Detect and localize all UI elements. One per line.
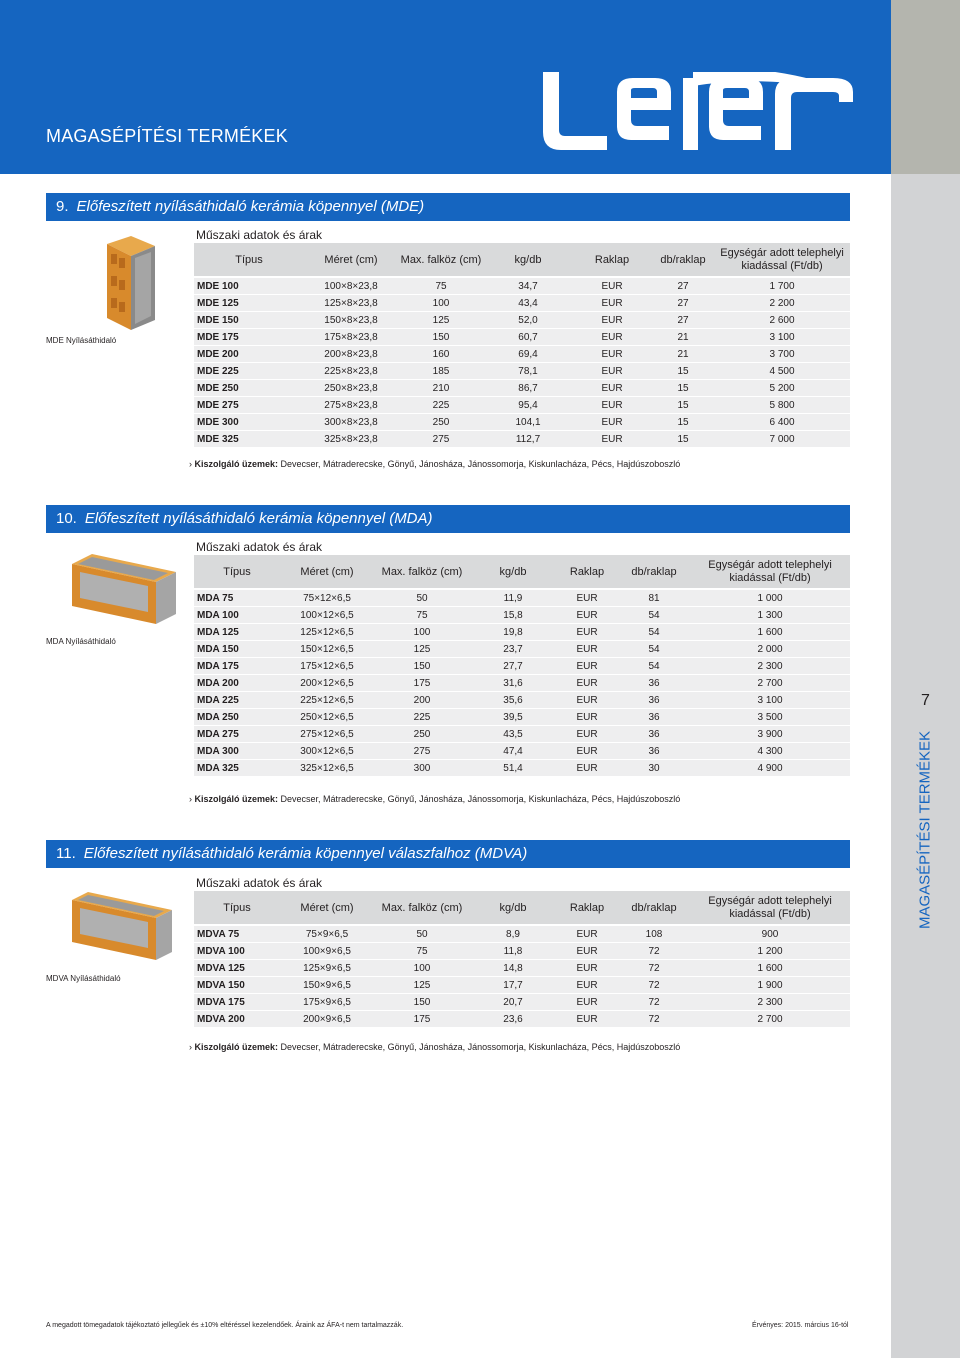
table-row: [194, 641, 850, 658]
col-falkoz: Max. falköz (cm): [374, 891, 470, 925]
table-header-row: [194, 891, 850, 925]
cell-meret: 250×12×6,5: [280, 709, 374, 726]
cell-falkoz: 75: [374, 943, 470, 960]
cell-meret: 100×8×23,8: [304, 277, 398, 295]
cell-meret: 125×12×6,5: [280, 624, 374, 641]
cell-kgdb: 19,8: [470, 624, 556, 641]
cell-dbraklap: 108: [618, 925, 690, 943]
cell-kgdb: 34,7: [484, 277, 572, 295]
mda-lintel-image: [52, 552, 180, 632]
cell-falkoz: 125: [374, 977, 470, 994]
cell-kgdb: 78,1: [484, 363, 572, 380]
cell-meret: 275×12×6,5: [280, 726, 374, 743]
section-heading-mdva: [46, 840, 850, 868]
cell-tipus: MDE 100: [194, 277, 304, 295]
cell-falkoz: 150: [374, 658, 470, 675]
cell-raklap: EUR: [556, 607, 618, 624]
cell-tipus: MDVA 75: [194, 925, 280, 943]
cell-tipus: MDA 250: [194, 709, 280, 726]
cell-meret: 225×12×6,5: [280, 692, 374, 709]
note-text: Devecser, Mátraderecske, Gönyű, Jánosháza, Jánossomorja, Kiskunlacháza, Pécs, Hajdúszoboszló: [278, 1042, 681, 1052]
page-header: [0, 0, 891, 174]
table-row: [194, 397, 850, 414]
cell-raklap: EUR: [556, 726, 618, 743]
cell-dbraklap: 36: [618, 726, 690, 743]
cell-dbraklap: 54: [618, 624, 690, 641]
cell-tipus: MDA 200: [194, 675, 280, 692]
cell-kgdb: 23,7: [470, 641, 556, 658]
cell-falkoz: 250: [374, 726, 470, 743]
cell-meret: 200×8×23,8: [304, 346, 398, 363]
cell-meret: 175×9×6,5: [280, 994, 374, 1011]
cell-raklap: EUR: [572, 363, 652, 380]
col-kgdb: kg/db: [484, 243, 572, 277]
table-row: [194, 960, 850, 977]
cell-falkoz: 275: [398, 431, 484, 448]
cell-tipus: MDE 175: [194, 329, 304, 346]
table-row: [194, 760, 850, 777]
cell-kgdb: 43,5: [470, 726, 556, 743]
mda-note: › Kiszolgáló üzemek: Devecser, Mátraderecske, Gönyű, Jánosháza, Jánossomorja, Kiskunlacháza, Pécs, Hajdúszoboszló: [189, 794, 681, 804]
cell-kgdb: 27,7: [470, 658, 556, 675]
cell-dbraklap: 21: [652, 346, 714, 363]
col-egysegar: Egységár adott telephelyi kiadással (Ft/db): [690, 555, 850, 589]
cell-egysegar: 2 300: [690, 994, 850, 1011]
cell-egysegar: 5 800: [714, 397, 850, 414]
col-tipus: Típus: [194, 891, 280, 925]
section-title: Előfeszített nyílásáthidaló kerámia köpennyel válaszfalhoz (MDVA): [83, 845, 528, 862]
section-heading-mda: [46, 505, 850, 533]
cell-tipus: MDVA 125: [194, 960, 280, 977]
cell-tipus: MDE 125: [194, 295, 304, 312]
col-raklap: Raklap: [572, 243, 652, 277]
cell-raklap: EUR: [572, 431, 652, 448]
table-row: [194, 1011, 850, 1028]
header-title: MAGASÉPÍTÉSI TERMÉKEK: [46, 126, 288, 146]
page-number: 7: [921, 692, 930, 709]
cell-kgdb: 14,8: [470, 960, 556, 977]
cell-meret: 100×9×6,5: [280, 943, 374, 960]
cell-falkoz: 100: [374, 624, 470, 641]
table-row: [194, 994, 850, 1011]
mda-table: [194, 555, 850, 777]
cell-egysegar: 2 000: [690, 641, 850, 658]
mda-caption: MDA Nyílásáthidaló: [46, 637, 116, 646]
side-strip-top: [891, 0, 960, 174]
section-number: 10.: [56, 510, 77, 527]
cell-falkoz: 185: [398, 363, 484, 380]
cell-kgdb: 43,4: [484, 295, 572, 312]
cell-raklap: EUR: [556, 960, 618, 977]
cell-egysegar: 900: [690, 925, 850, 943]
cell-meret: 100×12×6,5: [280, 607, 374, 624]
cell-kgdb: 95,4: [484, 397, 572, 414]
cell-tipus: MDA 100: [194, 607, 280, 624]
cell-falkoz: 225: [398, 397, 484, 414]
cell-tipus: MDA 275: [194, 726, 280, 743]
side-label: MAGASÉPÍTÉSI TERMÉKEK: [916, 730, 934, 930]
cell-egysegar: 1 600: [690, 960, 850, 977]
cell-dbraklap: 72: [618, 960, 690, 977]
table-row: [194, 414, 850, 431]
cell-meret: 175×8×23,8: [304, 329, 398, 346]
cell-falkoz: 275: [374, 743, 470, 760]
mdva-caption: MDVA Nyílásáthidaló: [46, 974, 121, 983]
cell-dbraklap: 36: [618, 675, 690, 692]
cell-egysegar: 3 500: [690, 709, 850, 726]
cell-egysegar: 5 200: [714, 380, 850, 397]
cell-egysegar: 3 100: [690, 692, 850, 709]
cell-tipus: MDE 225: [194, 363, 304, 380]
table-row: [194, 363, 850, 380]
table-row: [194, 295, 850, 312]
mdva-table: [194, 891, 850, 1028]
cell-meret: 300×8×23,8: [304, 414, 398, 431]
table-row: [194, 329, 850, 346]
cell-egysegar: 2 200: [714, 295, 850, 312]
cell-kgdb: 86,7: [484, 380, 572, 397]
cell-dbraklap: 36: [618, 709, 690, 726]
cell-egysegar: 1 300: [690, 607, 850, 624]
cell-kgdb: 52,0: [484, 312, 572, 329]
mdva-note: › Kiszolgáló üzemek: Devecser, Mátraderecske, Gönyű, Jánosháza, Jánossomorja, Kiskunlacháza, Pécs, Hajdúszoboszló: [189, 1042, 681, 1052]
cell-dbraklap: 27: [652, 295, 714, 312]
cell-dbraklap: 15: [652, 431, 714, 448]
cell-raklap: EUR: [556, 760, 618, 777]
cell-falkoz: 100: [398, 295, 484, 312]
cell-falkoz: 100: [374, 960, 470, 977]
cell-egysegar: 4 300: [690, 743, 850, 760]
cell-dbraklap: 15: [652, 363, 714, 380]
section-title: Előfeszített nyílásáthidaló kerámia köpennyel (MDE): [76, 198, 425, 215]
cell-kgdb: 104,1: [484, 414, 572, 431]
table-row: [194, 380, 850, 397]
col-dbraklap: db/raklap: [618, 891, 690, 925]
col-meret: Méret (cm): [304, 243, 398, 277]
cell-raklap: EUR: [556, 925, 618, 943]
cell-kgdb: 39,5: [470, 709, 556, 726]
mda-table-body: [194, 589, 850, 777]
cell-raklap: EUR: [556, 994, 618, 1011]
table-header-row: [194, 555, 850, 589]
cell-meret: 250×8×23,8: [304, 380, 398, 397]
cell-dbraklap: 27: [652, 312, 714, 329]
cell-falkoz: 175: [374, 675, 470, 692]
cell-kgdb: 11,9: [470, 589, 556, 607]
cell-egysegar: 3 900: [690, 726, 850, 743]
cell-meret: 150×9×6,5: [280, 977, 374, 994]
table-row: [194, 607, 850, 624]
cell-falkoz: 150: [374, 994, 470, 1011]
cell-egysegar: 6 400: [714, 414, 850, 431]
cell-dbraklap: 30: [618, 760, 690, 777]
cell-dbraklap: 72: [618, 943, 690, 960]
cell-raklap: EUR: [556, 977, 618, 994]
cell-raklap: EUR: [572, 397, 652, 414]
note-label: Kiszolgáló üzemek:: [194, 1042, 279, 1052]
cell-tipus: MDA 300: [194, 743, 280, 760]
cell-raklap: EUR: [556, 692, 618, 709]
cell-dbraklap: 36: [618, 743, 690, 760]
cell-meret: 200×9×6,5: [280, 1011, 374, 1028]
cell-kgdb: 47,4: [470, 743, 556, 760]
table-row: [194, 743, 850, 760]
mde-caption: MDE Nyílásáthidaló: [46, 336, 117, 345]
cell-meret: 225×8×23,8: [304, 363, 398, 380]
cell-egysegar: 1 600: [690, 624, 850, 641]
cell-egysegar: 2 700: [690, 1011, 850, 1028]
cell-falkoz: 150: [398, 329, 484, 346]
cell-dbraklap: 15: [652, 414, 714, 431]
leier-logo: [543, 72, 853, 150]
cell-raklap: EUR: [556, 624, 618, 641]
cell-falkoz: 125: [398, 312, 484, 329]
col-egysegar: Egységár adott telephelyi kiadással (Ft/db): [714, 243, 850, 277]
cell-dbraklap: 54: [618, 607, 690, 624]
cell-dbraklap: 81: [618, 589, 690, 607]
col-kgdb: kg/db: [470, 891, 556, 925]
cell-egysegar: 1 000: [690, 589, 850, 607]
cell-meret: 75×12×6,5: [280, 589, 374, 607]
mde-note: › Kiszolgáló üzemek: Devecser, Mátraderecske, Gönyű, Jánosháza, Jánossomorja, Kiskunlacháza, Pécs, Hajdúszoboszló: [189, 459, 681, 469]
footer-validity: Érvényes: 2015. március 16-tól: [752, 1322, 849, 1329]
cell-dbraklap: 54: [618, 658, 690, 675]
mde-table-body: [194, 277, 850, 448]
side-strip: [891, 0, 960, 1358]
col-tipus: Típus: [194, 243, 304, 277]
note-label: Kiszolgáló üzemek:: [194, 459, 279, 469]
cell-raklap: EUR: [556, 943, 618, 960]
table-header-row: [194, 243, 850, 277]
table-row: [194, 692, 850, 709]
col-raklap: Raklap: [556, 555, 618, 589]
table-row: [194, 726, 850, 743]
cell-tipus: MDA 225: [194, 692, 280, 709]
table-row: [194, 589, 850, 607]
cell-egysegar: 7 000: [714, 431, 850, 448]
mda-subheading: Műszaki adatok és árak: [196, 540, 323, 554]
cell-raklap: EUR: [572, 346, 652, 363]
cell-falkoz: 160: [398, 346, 484, 363]
cell-meret: 300×12×6,5: [280, 743, 374, 760]
mde-lintel-image: [85, 232, 185, 332]
cell-kgdb: 23,6: [470, 1011, 556, 1028]
cell-tipus: MDVA 175: [194, 994, 280, 1011]
table-row: [194, 312, 850, 329]
cell-raklap: EUR: [556, 589, 618, 607]
note-label: Kiszolgáló üzemek:: [194, 794, 279, 804]
note-text: Devecser, Mátraderecske, Gönyű, Jánosháza, Jánossomorja, Kiskunlacháza, Pécs, Hajdúszoboszló: [278, 794, 681, 804]
cell-egysegar: 3 700: [714, 346, 850, 363]
cell-dbraklap: 36: [618, 692, 690, 709]
cell-tipus: MDA 175: [194, 658, 280, 675]
section-title: Előfeszített nyílásáthidaló kerámia köpennyel (MDA): [84, 510, 433, 527]
cell-raklap: EUR: [556, 743, 618, 760]
cell-kgdb: 11,8: [470, 943, 556, 960]
table-row: [194, 431, 850, 448]
col-falkoz: Max. falköz (cm): [374, 555, 470, 589]
cell-falkoz: 250: [398, 414, 484, 431]
cell-tipus: MDE 275: [194, 397, 304, 414]
cell-dbraklap: 72: [618, 977, 690, 994]
cell-falkoz: 225: [374, 709, 470, 726]
cell-egysegar: 4 500: [714, 363, 850, 380]
col-dbraklap: db/raklap: [652, 243, 714, 277]
cell-meret: 200×12×6,5: [280, 675, 374, 692]
cell-raklap: EUR: [572, 277, 652, 295]
cell-kgdb: 69,4: [484, 346, 572, 363]
cell-tipus: MDE 325: [194, 431, 304, 448]
table-row: [194, 943, 850, 960]
footer-disclaimer: A megadott tömegadatok tájékoztató jellegűek és ±10% eltéréssel kezelendőek. Áraink az ÁFA-t nem tartalmazzák.: [46, 1322, 404, 1329]
cell-kgdb: 112,7: [484, 431, 572, 448]
cell-falkoz: 50: [374, 589, 470, 607]
col-kgdb: kg/db: [470, 555, 556, 589]
cell-falkoz: 175: [374, 1011, 470, 1028]
note-text: Devecser, Mátraderecske, Gönyű, Jánosháza, Jánossomorja, Kiskunlacháza, Pécs, Hajdúszoboszló: [278, 459, 681, 469]
mdva-subheading: Műszaki adatok és árak: [196, 876, 323, 890]
cell-tipus: MDVA 100: [194, 943, 280, 960]
cell-kgdb: 35,6: [470, 692, 556, 709]
mde-table: [194, 243, 850, 448]
cell-tipus: MDA 150: [194, 641, 280, 658]
table-row: [194, 675, 850, 692]
section-number: 9.: [56, 198, 69, 215]
cell-egysegar: 2 600: [714, 312, 850, 329]
cell-falkoz: 125: [374, 641, 470, 658]
cell-raklap: EUR: [556, 1011, 618, 1028]
mdva-lintel-image: [58, 890, 176, 970]
cell-egysegar: 2 700: [690, 675, 850, 692]
cell-meret: 325×12×6,5: [280, 760, 374, 777]
cell-meret: 125×8×23,8: [304, 295, 398, 312]
cell-falkoz: 75: [398, 277, 484, 295]
cell-dbraklap: 72: [618, 994, 690, 1011]
cell-falkoz: 75: [374, 607, 470, 624]
cell-dbraklap: 27: [652, 277, 714, 295]
cell-raklap: EUR: [572, 380, 652, 397]
cell-tipus: MDA 325: [194, 760, 280, 777]
cell-egysegar: 1 700: [714, 277, 850, 295]
cell-kgdb: 17,7: [470, 977, 556, 994]
col-dbraklap: db/raklap: [618, 555, 690, 589]
cell-tipus: MDVA 150: [194, 977, 280, 994]
table-row: [194, 346, 850, 363]
mdva-table-body: [194, 925, 850, 1028]
cell-dbraklap: 15: [652, 397, 714, 414]
cell-raklap: EUR: [572, 329, 652, 346]
col-meret: Méret (cm): [280, 891, 374, 925]
table-row: [194, 977, 850, 994]
table-row: [194, 925, 850, 943]
col-meret: Méret (cm): [280, 555, 374, 589]
cell-meret: 175×12×6,5: [280, 658, 374, 675]
cell-raklap: EUR: [572, 312, 652, 329]
cell-kgdb: 60,7: [484, 329, 572, 346]
cell-meret: 150×8×23,8: [304, 312, 398, 329]
cell-egysegar: 3 100: [714, 329, 850, 346]
cell-tipus: MDA 125: [194, 624, 280, 641]
col-tipus: Típus: [194, 555, 280, 589]
cell-kgdb: 51,4: [470, 760, 556, 777]
cell-dbraklap: 54: [618, 641, 690, 658]
cell-tipus: MDE 250: [194, 380, 304, 397]
cell-dbraklap: 21: [652, 329, 714, 346]
cell-meret: 325×8×23,8: [304, 431, 398, 448]
cell-meret: 150×12×6,5: [280, 641, 374, 658]
cell-raklap: EUR: [556, 658, 618, 675]
cell-falkoz: 300: [374, 760, 470, 777]
cell-meret: 125×9×6,5: [280, 960, 374, 977]
cell-raklap: EUR: [556, 709, 618, 726]
col-raklap: Raklap: [556, 891, 618, 925]
cell-egysegar: 1 200: [690, 943, 850, 960]
table-row: [194, 709, 850, 726]
cell-meret: 75×9×6,5: [280, 925, 374, 943]
cell-kgdb: 15,8: [470, 607, 556, 624]
cell-tipus: MDA 75: [194, 589, 280, 607]
mde-subheading: Műszaki adatok és árak: [196, 228, 323, 242]
cell-tipus: MDE 150: [194, 312, 304, 329]
cell-dbraklap: 15: [652, 380, 714, 397]
table-row: [194, 624, 850, 641]
cell-egysegar: 4 900: [690, 760, 850, 777]
cell-tipus: MDE 200: [194, 346, 304, 363]
cell-raklap: EUR: [556, 675, 618, 692]
cell-falkoz: 210: [398, 380, 484, 397]
cell-egysegar: 1 900: [690, 977, 850, 994]
cell-meret: 275×8×23,8: [304, 397, 398, 414]
section-number: 11.: [56, 845, 76, 862]
cell-raklap: EUR: [572, 295, 652, 312]
cell-kgdb: 8,9: [470, 925, 556, 943]
cell-falkoz: 200: [374, 692, 470, 709]
cell-tipus: MDVA 200: [194, 1011, 280, 1028]
cell-egysegar: 2 300: [690, 658, 850, 675]
col-falkoz: Max. falköz (cm): [398, 243, 484, 277]
cell-dbraklap: 72: [618, 1011, 690, 1028]
section-heading-mde: [46, 193, 850, 221]
cell-falkoz: 50: [374, 925, 470, 943]
cell-raklap: EUR: [572, 414, 652, 431]
cell-tipus: MDE 300: [194, 414, 304, 431]
cell-kgdb: 31,6: [470, 675, 556, 692]
cell-kgdb: 20,7: [470, 994, 556, 1011]
col-egysegar: Egységár adott telephelyi kiadással (Ft/db): [690, 891, 850, 925]
table-row: [194, 277, 850, 295]
cell-raklap: EUR: [556, 641, 618, 658]
table-row: [194, 658, 850, 675]
